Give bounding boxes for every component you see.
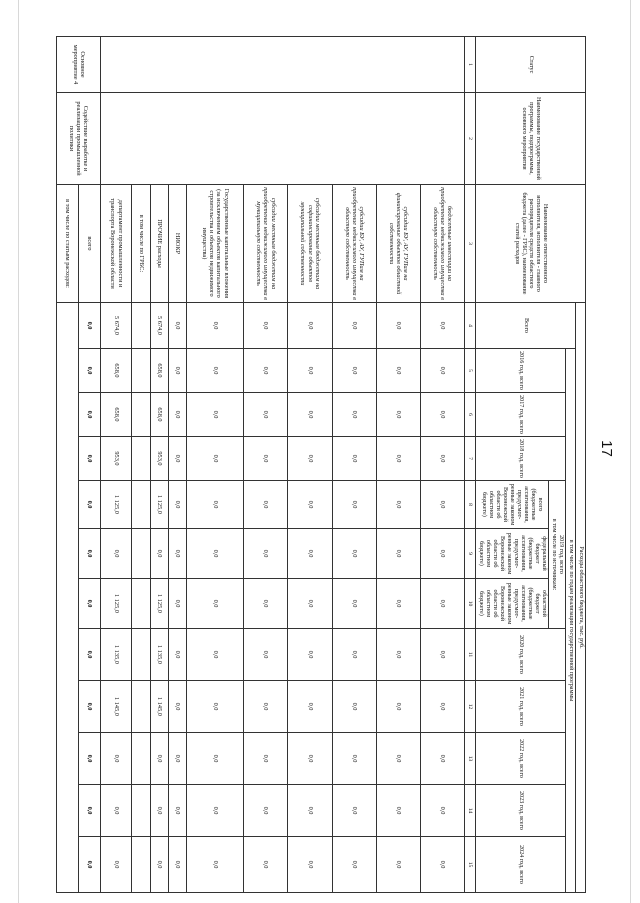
column-index-4: 4 [465,303,476,349]
value-cell: 0,0 [187,481,244,529]
value-cell: 0,0 [244,349,288,393]
table-body [57,37,465,893]
header-src-federal: федеральный бюджет (бюджетные ассигнования, предусмот-ренные законом Воронежской области об областном бюджете) [476,529,549,579]
value-cell: 1 125,0 [150,579,168,629]
value-cell: 0,0 [79,733,101,785]
value-cell: 0,0 [376,481,420,529]
header-2019-total [549,481,566,629]
value-cell: 0,0 [420,529,464,579]
value-cell: 0,0 [376,681,420,733]
value-cell: 5 674,0 [101,303,132,349]
value-cell: 0,0 [101,785,132,837]
value-cell: 0,0 [376,837,420,893]
value-cell: 0,0 [79,303,101,349]
value-cell: 0,0 [244,303,288,349]
column-index-9: 9 [465,529,476,579]
value-cell: 0,0 [244,785,288,837]
header-status: Статус [476,37,586,93]
value-cell: 0,0 [79,785,101,837]
value-cell: 0,0 [332,579,376,629]
value-cell: 0,0 [187,629,244,681]
row-label: Государственные капитальные вложения (за исключением объектов капитального строительства и объектов недвижимого имущества) [187,185,244,303]
value-cell: 0,0 [168,733,186,785]
value-cell [132,837,150,893]
value-cell: 0,0 [420,681,464,733]
table-row [420,37,464,893]
column-index-15: 15 [465,837,476,893]
value-cell: 0,0 [187,785,244,837]
value-cell: 0,0 [420,303,464,349]
value-cell [132,393,150,437]
header-2019-label: 2019 год, всего [558,535,564,574]
value-cell: 0,0 [168,303,186,349]
value-cell: 0,0 [420,393,464,437]
value-cell: 0,0 [420,481,464,529]
value-cell: 0,0 [288,629,332,681]
event-row-total [79,37,101,893]
value-cell: 0,0 [187,837,244,893]
value-cell: 0,0 [288,481,332,529]
value-cell: 0,0 [187,393,244,437]
header-2021: 2021 год, всего [476,681,566,733]
header-2023: 2023 год, всего [476,785,566,837]
value-cell: 0,0 [168,481,186,529]
value-cell [132,349,150,393]
value-cell: 658,0 [101,393,132,437]
value-cell: 0,0 [332,481,376,529]
value-cell: 0,0 [420,349,464,393]
value-cell [132,579,150,629]
value-cell: 0,0 [79,529,101,579]
value-cell: 0,0 [79,349,101,393]
value-cell: 0,0 [332,837,376,893]
value-cell: 0,0 [376,785,420,837]
value-cell [132,303,150,349]
header-2016: 2016 год, всего [476,349,566,393]
column-index-3: 3 [465,185,476,303]
value-cell: 1 135,0 [150,629,168,681]
value-cell: 0,0 [288,393,332,437]
column-index-1: 1 [465,37,476,93]
value-cell: 0,0 [168,393,186,437]
header-total: Всего [476,303,576,349]
value-cell: 0,0 [150,529,168,579]
value-cell: 0,0 [150,733,168,785]
value-cell [132,529,150,579]
value-cell: 0,0 [187,529,244,579]
value-cell: 0,0 [187,349,244,393]
value-cell: 0,0 [244,681,288,733]
event-sub-label: в том числе по статьям расходов: [57,185,79,303]
header-2020: 2020 год, всего [476,629,566,681]
value-cell: 0,0 [101,733,132,785]
value-cell: 658,0 [101,349,132,393]
column-index-7: 7 [465,437,476,481]
page-number: 17 [597,440,615,457]
value-cell: 0,0 [79,481,101,529]
value-cell: 0,0 [168,629,186,681]
value-cell: 0,0 [79,681,101,733]
value-cell: 0,0 [168,837,186,893]
row-label: бюджетные инвестиции на приобретение недвижимого имущества в областную собственность [420,185,464,303]
value-cell: 0,0 [288,303,332,349]
value-cell: 0,0 [332,437,376,481]
value-cell [132,785,150,837]
value-cell: 0,0 [288,785,332,837]
value-cell: 1 145,0 [150,681,168,733]
value-cell: 0,0 [79,437,101,481]
row-label: субсидии БУ, АУ, ГУПам на финансирование объектов областной собственности [376,185,420,303]
value-cell: 0,0 [244,579,288,629]
row-label: НИОКР [168,185,186,303]
event-status: Основное мероприятие 4 [57,37,101,93]
value-cell: 0,0 [244,837,288,893]
row-label: в том числе по ГРБС: [132,185,150,303]
value-cell: 0,0 [332,349,376,393]
row-label: ПРОЧИЕ расходы [150,185,168,303]
column-index-5: 5 [465,349,476,393]
header-budget-group: Расходы областного бюджета, тыс. руб. [576,303,586,893]
value-cell: 0,0 [288,733,332,785]
value-cell: 0,0 [168,785,186,837]
header-2017: 2017 год, всего [476,393,566,437]
column-index-2: 2 [465,93,476,185]
value-cell: 0,0 [288,349,332,393]
header-src-regional: областной бюджет (бюджетные ассигнования, предусмот-ренные законом Воронежской области об областном бюджете) [476,579,549,629]
scan-edge-right [630,0,631,903]
value-cell: 0,0 [420,437,464,481]
value-cell: 0,0 [376,529,420,579]
value-cell: 953,0 [150,437,168,481]
value-cell: 0,0 [376,393,420,437]
value-cell: 0,0 [332,393,376,437]
value-cell: 0,0 [244,529,288,579]
value-cell [132,681,150,733]
event-sub-empty [57,303,79,893]
value-cell [132,437,150,481]
value-cell: 0,0 [332,733,376,785]
value-cell [132,481,150,529]
value-cell: 0,0 [288,837,332,893]
value-cell: 0,0 [150,837,168,893]
budget-table [56,36,586,893]
value-cell: 0,0 [244,733,288,785]
column-index-13: 13 [465,733,476,785]
value-cell: 658,0 [150,349,168,393]
column-index-11: 11 [465,629,476,681]
value-cell: 0,0 [168,349,186,393]
value-cell: 0,0 [288,529,332,579]
value-cell: 0,0 [288,681,332,733]
value-cell: 0,0 [79,629,101,681]
budget-table-container [56,36,586,892]
column-index-row [465,37,476,893]
row-label: департамент промышленности и транспорта Воронежской области [101,185,132,303]
value-cell: 0,0 [376,437,420,481]
row-label: субсидии местным бюджетам на приобретение недвижимого имущества в муниципальную собственность [244,185,288,303]
value-cell: 0,0 [332,681,376,733]
value-cell: 0,0 [420,837,464,893]
column-index-12: 12 [465,681,476,733]
value-cell: 0,0 [187,579,244,629]
header-2024: 2024 год, всего [476,837,566,893]
column-index-14: 14 [465,785,476,837]
value-cell: 0,0 [376,303,420,349]
value-cell: 1 145,0 [101,681,132,733]
value-cell: 953,0 [101,437,132,481]
value-cell: 1 125,0 [101,579,132,629]
value-cell: 0,0 [187,733,244,785]
column-index-10: 10 [465,579,476,629]
status-cell-empty [101,37,465,93]
value-cell: 0,0 [376,733,420,785]
value-cell: 0,0 [187,437,244,481]
value-cell: 0,0 [376,349,420,393]
value-cell: 0,0 [244,393,288,437]
value-cell [132,733,150,785]
header-src-all: всего (бюджетные ассигнования, предусмот-ренные законом Воронежской области об областном бюджете) [476,481,549,529]
scan-edge-left [18,0,19,903]
header-responsible: Наименование ответственного исполнителя, исполнителя - главного распорядителя средств областного бюджета (далее - ГРБС), наименование статей расходов [476,185,586,303]
header-2019-incl: в том числе по источникам: [551,518,557,591]
value-cell: 0,0 [420,629,464,681]
value-cell: 0,0 [244,629,288,681]
value-cell: 1 135,0 [101,629,132,681]
value-cell: 1 125,0 [101,481,132,529]
event-program: Содействие выработке и реализации промышленной политики [57,93,101,185]
value-cell [132,629,150,681]
row-label: субсидии местным бюджетам на софинансирование объектов муниципальной собственности [288,185,332,303]
value-cell: 0,0 [420,785,464,837]
value-cell: 0,0 [332,785,376,837]
value-cell: 0,0 [150,785,168,837]
value-cell: 0,0 [79,579,101,629]
header-by-years: в том числе по годам реализации государственной программы [566,349,576,893]
value-cell: 0,0 [101,837,132,893]
header-2022: 2022 год, всего [476,733,566,785]
program-cell-empty [101,93,465,185]
row-label: субсидии БУ, АУ, ГУПам на приобретение недвижимого имущества в областную собственность [332,185,376,303]
value-cell: 658,0 [150,393,168,437]
value-cell: 0,0 [79,837,101,893]
value-cell: 1 125,0 [150,481,168,529]
value-cell: 0,0 [288,579,332,629]
value-cell: 0,0 [376,629,420,681]
value-cell: 0,0 [288,437,332,481]
value-cell: 0,0 [332,303,376,349]
value-cell: 0,0 [244,481,288,529]
header-2018: 2018 год, всего [476,437,566,481]
event-label: всего [79,185,101,303]
header-row-1 [576,37,586,893]
value-cell: 0,0 [332,629,376,681]
value-cell: 0,0 [420,733,464,785]
value-cell: 0,0 [332,529,376,579]
value-cell: 5 674,0 [150,303,168,349]
column-index-6: 6 [465,393,476,437]
value-cell: 0,0 [168,529,186,579]
value-cell: 0,0 [101,529,132,579]
header-program: Наименование государственной программы, подпрограммы, основного мероприятия [476,93,586,185]
value-cell: 0,0 [244,437,288,481]
value-cell: 0,0 [187,303,244,349]
column-index-8: 8 [465,481,476,529]
value-cell: 0,0 [168,579,186,629]
value-cell: 0,0 [187,681,244,733]
value-cell: 0,0 [168,681,186,733]
value-cell: 0,0 [79,393,101,437]
value-cell: 0,0 [168,437,186,481]
value-cell: 0,0 [420,579,464,629]
value-cell: 0,0 [376,579,420,629]
